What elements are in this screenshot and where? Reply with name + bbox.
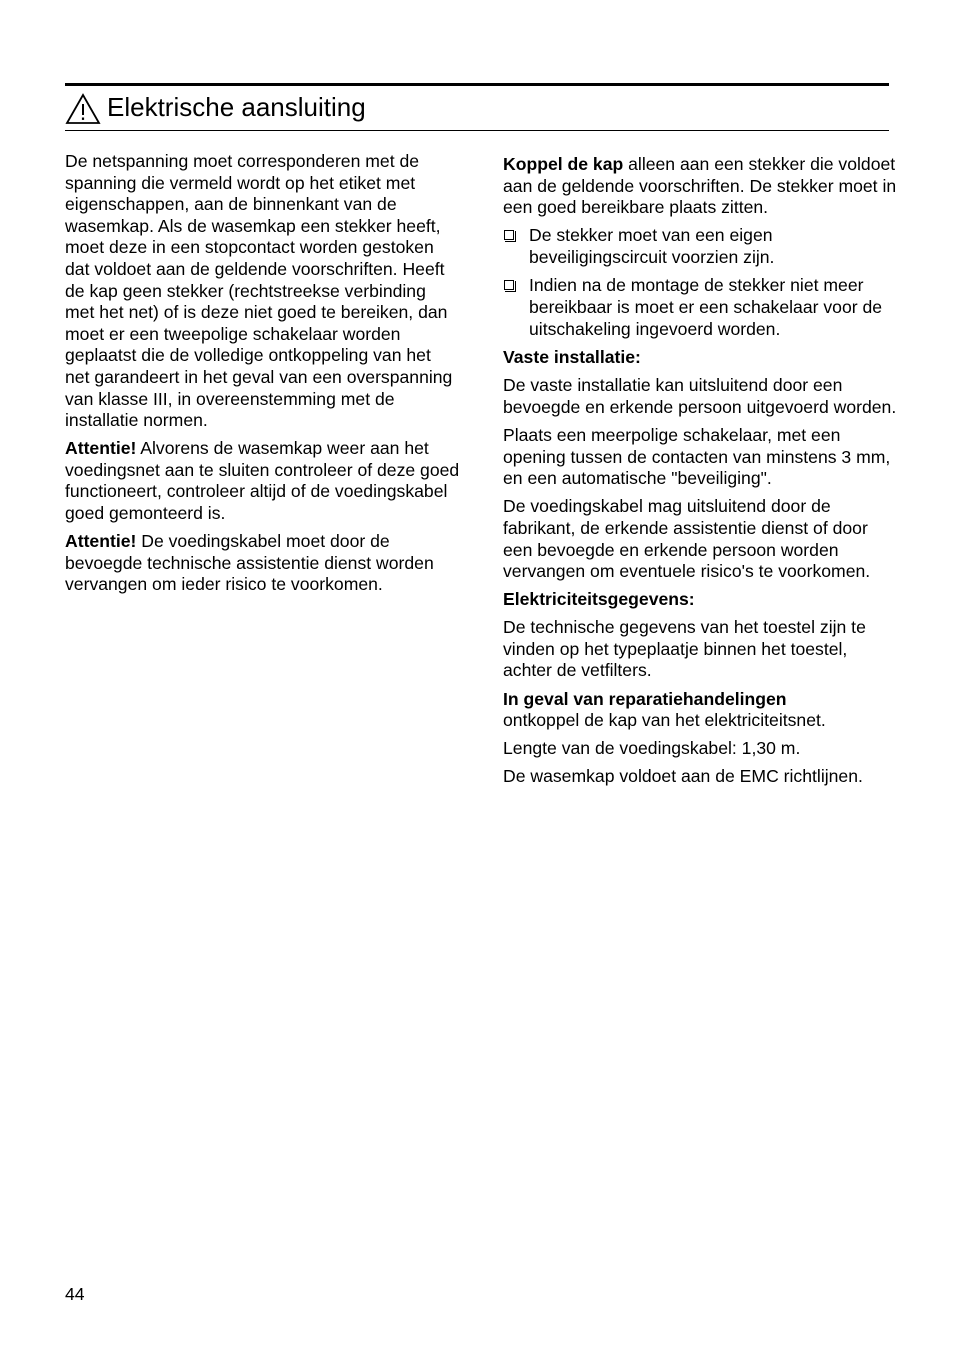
heading-elektriciteitsgegevens: Elektriciteitsgegevens: xyxy=(503,589,695,610)
koppel-label: Koppel de kap xyxy=(503,154,624,174)
paragraph-vaste-2: Plaats een meerpolige schakelaar, met een opening tussen de contacten van minstens 3 mm, en een automatische "beveiliging". xyxy=(503,425,891,489)
section-header xyxy=(65,83,889,131)
left-column xyxy=(65,151,460,602)
section-title: Elektrische aansluiting xyxy=(107,92,366,122)
paragraph-elektriciteit: De technische gegevens van het toestel zijn te vinden op het typeplaatje binnen het toestel, achter de vetfilters. xyxy=(503,617,866,681)
attentie-label: Attentie! xyxy=(65,531,137,552)
paragraph-attentie-1 xyxy=(65,438,460,524)
reparatie-text: ontkoppel de kap van het elektriciteitsnet. xyxy=(503,710,826,731)
page-number: 44 xyxy=(65,1284,85,1304)
right-column xyxy=(503,154,898,794)
attentie-text: De voedingskabel moet door de bevoegde technische assistentie dienst worden vervangen om ieder risico te voorkomen. xyxy=(65,531,434,595)
heading-vaste-installatie: Vaste installatie: xyxy=(503,347,641,368)
checkbox-bullet-icon xyxy=(504,280,514,290)
paragraph-lengte: Lengte van de voedingskabel: 1,30 m. xyxy=(503,738,801,759)
paragraph-vaste-3: De voedingskabel mag uitsluitend door de fabrikant, de erkende assistentie dienst of door een bevoegde en erkende persoon worden vervangen om eventuele risico's te voorkomen. xyxy=(503,496,871,582)
paragraph-emc: De wasemkap voldoet aan de EMC richtlijnen. xyxy=(503,766,863,787)
paragraph-netspanning: De netspanning moet corresponderen met de spanning die vermeld wordt op het etiket met eigenschappen, aan de binnenkant van de wasemkap. Als de wasemkap een stekker heeft, moet deze in een stopcontact worden gestoken dat voldoet aan de geldende voorschriften. Heeft de kap geen stekker (rechtstreekse verbinding met het net) of is deze niet goed te bereiken, dan moet er een tweepolige schakelaar worden geplaatst die de volledige ontkoppeling van het net garandeert in het geval van een overspanning van klasse III, in overeenstemming met de installatie normen. xyxy=(65,151,453,431)
list-item xyxy=(503,225,898,268)
list-item xyxy=(503,275,898,340)
warning-triangle-icon xyxy=(65,93,101,125)
paragraph-koppel xyxy=(503,154,898,219)
paragraph-reparatie xyxy=(503,689,898,732)
reparatie-label: In geval van reparatiehandelingen xyxy=(503,688,787,709)
koppel-text: alleen aan een stekker die voldoet aan de geldende voorschriften. De stekker moet in een goed bereikbare plaats zitten. xyxy=(503,154,897,218)
paragraph-attentie-2 xyxy=(65,531,460,596)
attentie-label: Attentie! xyxy=(65,438,137,459)
list-item-text: Indien na de montage de stekker niet meer bereikbaar is moet er een schakelaar voor de uitschakeling ingevoerd worden. xyxy=(529,275,883,339)
checkbox-bullet-icon xyxy=(504,230,514,240)
paragraph-vaste-1: De vaste installatie kan uitsluitend door een bevoegde en erkende persoon uitgevoerd worden. xyxy=(503,375,897,417)
list-item-text: De stekker moet van een eigen beveiligingscircuit voorzien zijn. xyxy=(529,225,775,267)
attentie-text: Alvorens de wasemkap weer aan het voedingsnet aan te sluiten controleer of deze goed functioneert, controleer altijd of de voedingskabel goed gemonteerd is. xyxy=(65,438,460,523)
